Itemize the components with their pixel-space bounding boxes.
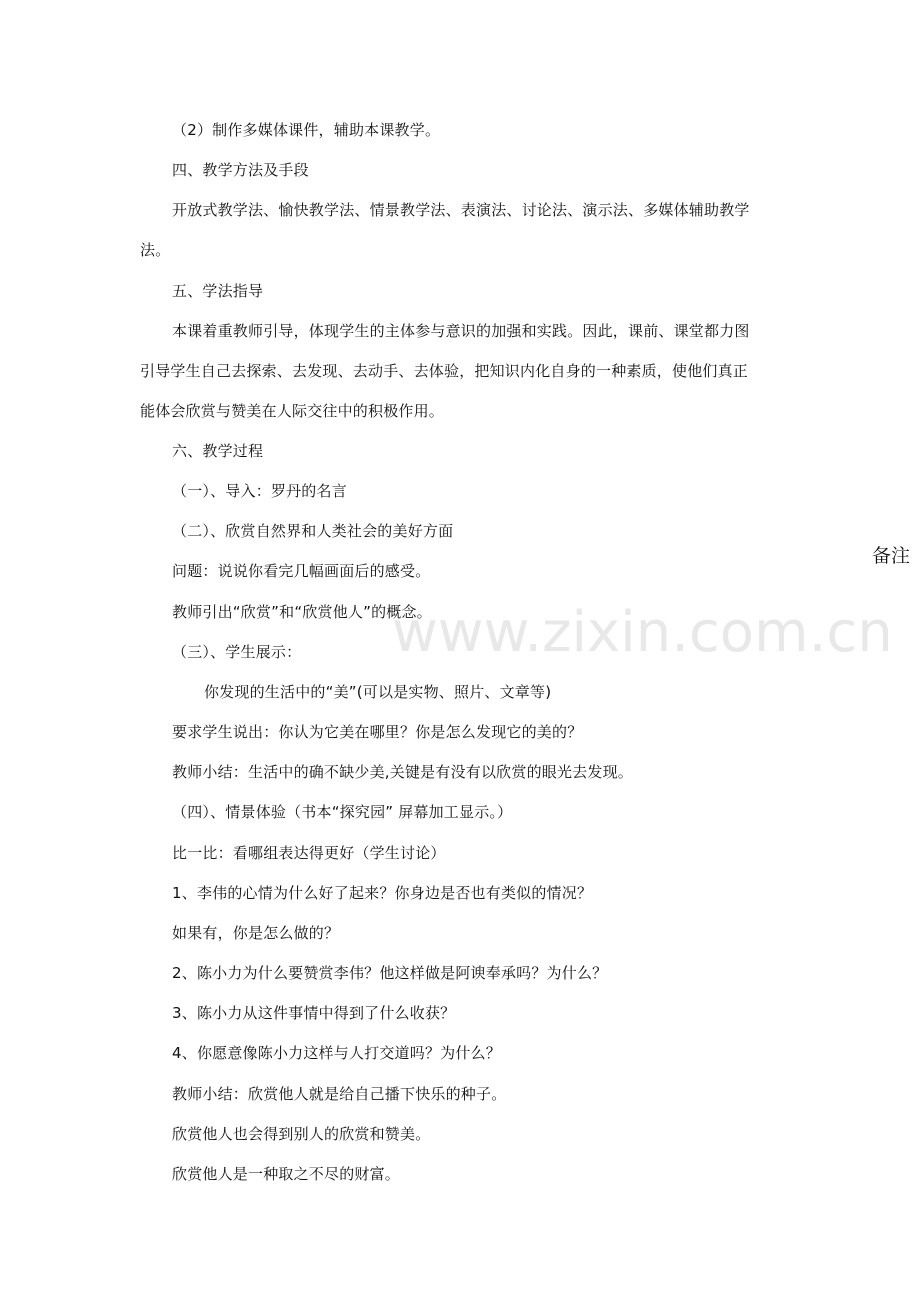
text-line: 教师小结：欣赏他人就是给自己播下快乐的种子。 — [172, 1085, 507, 1103]
text-line: 教师引出“欣赏”和“欣赏他人”的概念。 — [172, 603, 432, 621]
text-line: 问题：说说你看完几幅画面后的感受。 — [172, 562, 431, 580]
text-line: 欣赏他人是一种取之不尽的财富。 — [172, 1165, 401, 1183]
side-note-label: 备注 — [872, 545, 911, 567]
question-line: 4、你愿意像陈小力这样与人打交道吗？为什么？ — [172, 1044, 501, 1062]
text-line: 欣赏他人也会得到别人的欣赏和赞美。 — [172, 1125, 431, 1143]
question-line: 3、陈小力从这件事情中得到了什么收获？ — [172, 1004, 456, 1022]
question-line: 2、陈小力为什么要赞赏李伟？他这样做是阿谀奉承吗？为什么？ — [172, 964, 608, 982]
text-line: （2）制作多媒体课件，辅助本课教学。 — [172, 121, 441, 139]
text-line: 教师小结：生活中的确不缺少美,关键是有没有以欣赏的眼光去发现。 — [172, 763, 633, 781]
section-heading: 六、教学过程 — [172, 442, 264, 460]
text-line: 如果有，你是怎么做的？ — [172, 924, 340, 942]
subsection-heading: （一）、导入：罗丹的名言 — [172, 482, 347, 500]
section-heading: 五、学法指导 — [172, 282, 264, 300]
subsection-heading: （二）、欣赏自然界和人类社会的美好方面 — [172, 522, 454, 540]
text-line: 你发现的生活中的“美”(可以是实物、照片、文章等) — [204, 683, 552, 701]
subsection-heading: （四）、情景体验（书本“探究园” 屏幕加工显示。） — [172, 803, 513, 821]
section-heading: 四、教学方法及手段 — [172, 161, 309, 179]
text-line: 开放式教学法、愉快教学法、情景教学法、表演法、讨论法、演示法、多媒体辅助教学 — [172, 201, 750, 219]
text-line: 能体会欣赏与赞美在人际交往中的积极作用。 — [140, 402, 445, 420]
watermark: www.zixin.com.cn — [392, 600, 893, 665]
text-line: 法。 — [140, 241, 171, 259]
text-line: 本课着重教师引导，体现学生的主体参与意识的加强和实践。因此，课前、课堂都力图 — [172, 322, 750, 340]
subsection-heading: （三）、学生展示： — [172, 643, 302, 661]
question-line: 1、李伟的心情为什么好了起来？你身边是否也有类似的情况？ — [172, 884, 593, 902]
text-line: 要求学生说出：你认为它美在哪里？你是怎么发现它的美的？ — [172, 723, 583, 741]
text-line: 比一比：看哪组表达得更好（学生讨论） — [172, 844, 446, 862]
text-line: 引导学生自己去探索、去发现、去动手、去体验，把知识内化自身的一种素质，使他们真正 — [140, 362, 749, 380]
